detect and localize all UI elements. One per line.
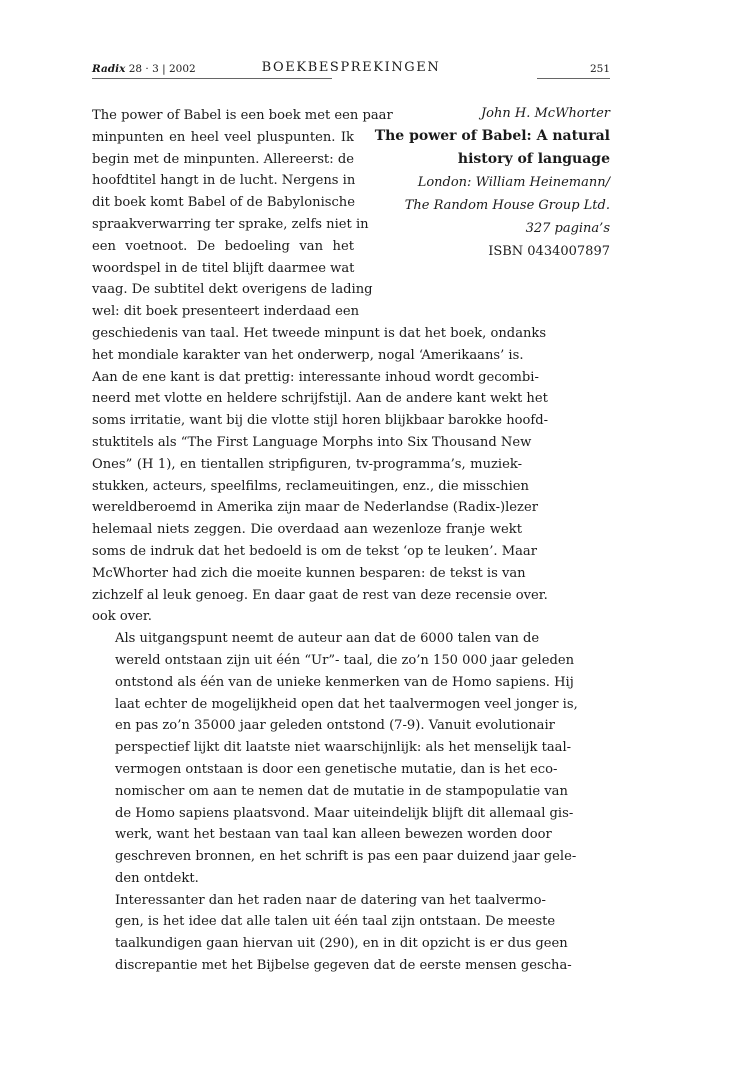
text-wrap-space <box>354 105 522 309</box>
running-header <box>92 60 610 78</box>
text-line: zichzelf al leuk genoeg. En daar gaat de rest van deze recensie over. <box>92 587 548 603</box>
paragraph-3 <box>92 890 572 977</box>
text-line: geschiedenis van taal. Het tweede minpunt is dat het boek, ondanks <box>92 325 547 341</box>
text-line: Als uitgangspunt neemt de auteur aan dat de 6000 talen van de <box>115 631 540 647</box>
text-line: nomischer om aan te nemen dat de mutatie in de stampopulatie van <box>115 783 568 799</box>
text-line: geschreven bronnen, en het schrift is pas een paar duizend jaar gele- <box>115 849 577 865</box>
text-line: en pas zo’n 35000 jaar geleden ontstond (7-9). Vanuit evolutionair <box>115 718 555 734</box>
book-title: The power of Babel: A natural <box>374 128 610 144</box>
text-line: laat echter de mogelijkheid open dat het taalvermogen veel jonger is, <box>115 696 578 712</box>
page-count: 327 pagina’s <box>525 221 610 236</box>
text-line: soms irritatie, want bij die vlotte stijl horen blijkbaar barokke hoofd- <box>92 413 549 429</box>
text-line: Aan de ene kant is dat prettig: interessante inhoud wordt gecombi- <box>92 369 539 385</box>
text-line: The power of Babel is een boek met een paar <box>92 108 393 123</box>
text-line: wereldberoemd in Amerika zijn maar de Nederlandse (Radix-)lezer <box>92 500 538 516</box>
text-line: discrepantie met het Bijbelse gegeven dat de eerste mensen gescha- <box>115 958 572 974</box>
text-line: wereld ontstaan zijn uit één “Ur”- taal, die zo’n 150 000 jaar geleden <box>115 652 575 668</box>
header-rule-left <box>92 78 332 79</box>
text-line: dit boek komt Babel of de Babylonische <box>92 195 355 211</box>
isbn: ISBN 0434007897 <box>488 244 610 259</box>
text-line: stuktitels als “The First Language Morphs into Six Thousand New <box>92 434 532 450</box>
header-rule-right <box>537 78 610 79</box>
publisher: London: William Heinemann/ <box>417 175 610 190</box>
text-line: perspectief lijkt dit laatste niet waarschijnlijk: als het menselijk taal- <box>115 740 572 756</box>
text-line: neerd met vlotte en heldere schrijfstijl. Aan de andere kant wekt het <box>92 391 548 407</box>
paragraph-2 <box>92 628 578 890</box>
journal-name: Radix <box>92 63 126 75</box>
issue-number: 28 · 3 | 2002 <box>128 63 196 75</box>
text-line: ook over. <box>92 609 152 625</box>
text-line: helemaal niets zeggen. Die overdaad aan wezenloze franje wekt <box>92 522 522 538</box>
book-subtitle: history of language <box>457 151 610 167</box>
text-line: vermogen ontstaan is door een genetische mutatie, dan is het eco- <box>115 761 558 777</box>
text-line: de Homo sapiens plaatsvond. Maar uiteindelijk blijft dit allemaal gis- <box>115 805 574 821</box>
text-line: den ontdekt. <box>115 870 199 886</box>
publisher-group: The Random House Group Ltd. <box>404 198 610 213</box>
book-author: John H. McWhorter <box>480 106 610 121</box>
page-number: 251 <box>589 63 610 75</box>
text-line: wel: dit boek presenteert inderdaad een <box>92 304 360 320</box>
section-title: BOEKBESPREKINGEN <box>261 60 441 75</box>
text-line: ontstond als één van de unieke kenmerken van de Homo sapiens. Hij <box>115 674 574 690</box>
text-line: hoofdtitel hangt in de lucht. Nergens in <box>92 173 356 189</box>
text-line: vaag. De subtitel dekt overigens de lading <box>92 282 373 298</box>
text-line: gen, is het idee dat alle talen uit één taal zijn ontstaan. De meeste <box>115 914 556 930</box>
text-line: een voetnoot. De bedoeling van het <box>92 238 354 254</box>
text-line: stukken, acteurs, speelfilms, reclameuitingen, enz., die misschien <box>92 478 529 494</box>
text-line: Ones” (H 1), en tientallen stripfiguren, tv-programma’s, muziek- <box>92 456 522 472</box>
text-line: woordspel in de titel blijft daarmee wat <box>92 260 355 276</box>
text-line: Interessanter dan het raden naar de datering van het taalvermo- <box>115 892 546 908</box>
text-line: spraakverwarring ter sprake, zelfs niet in <box>92 216 369 232</box>
text-line: taalkundigen gaan hiervan uit (290), en in dit opzicht is er dus geen <box>115 936 568 952</box>
text-line: minpunten en heel veel pluspunten. Ik <box>92 129 354 145</box>
text-line: soms de indruk dat het bedoeld is om de tekst ‘op te leuken’. Maar <box>92 543 538 559</box>
text-line: begin met de minpunten. Allereerst: de <box>92 151 354 167</box>
text-line: werk, want het bestaan van taal kan alleen bewezen worden door <box>115 827 552 843</box>
text-line: het mondiale karakter van het onderwerp, nogal ‘Amerikaans’ is. <box>92 347 524 363</box>
text-line: McWhorter had zich die moeite kunnen besparen: de tekst is van <box>92 565 526 581</box>
